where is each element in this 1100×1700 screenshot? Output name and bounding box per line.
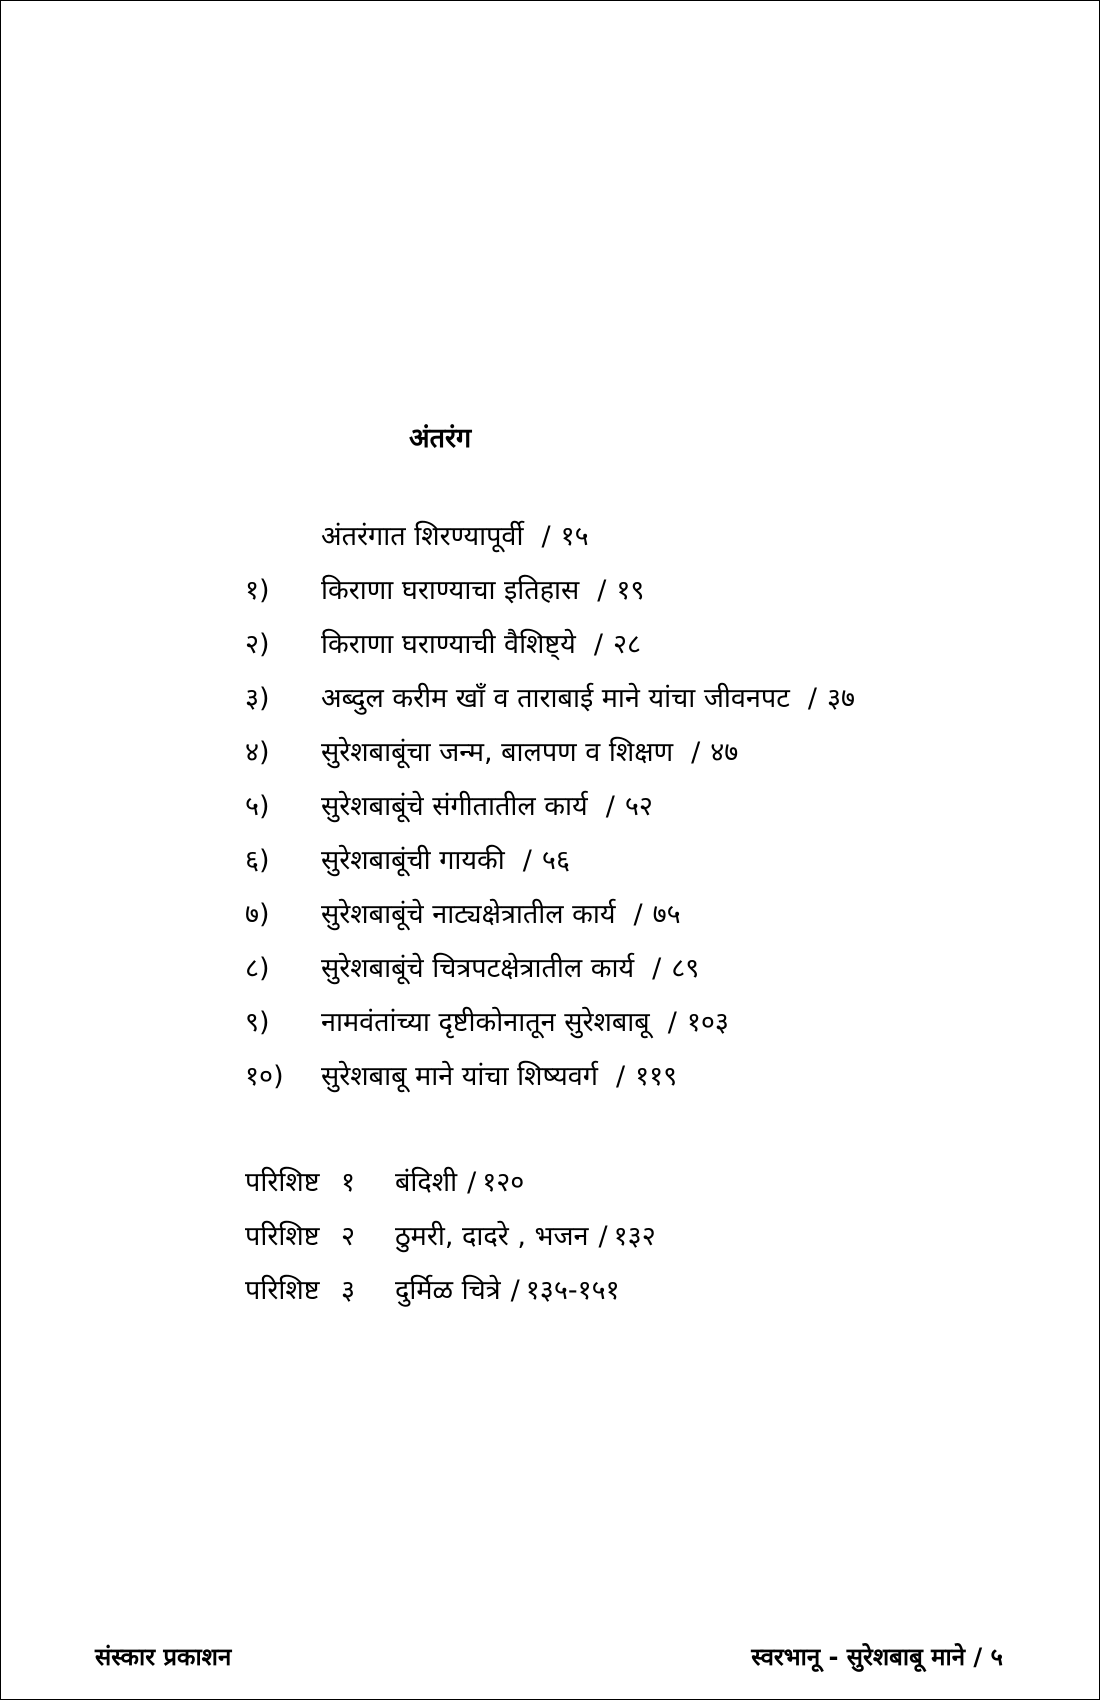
separator: / xyxy=(667,1007,677,1038)
toc-entry-label: सुरेशबाबूंचे चित्रपटक्षेत्रातील कार्य xyxy=(321,953,635,984)
footer-publisher: संस्कार प्रकाशन xyxy=(95,1643,232,1671)
toc-entry-page: ५६ xyxy=(541,845,570,876)
separator: / xyxy=(633,899,643,930)
toc-entry-label: अब्दुल करीम खाँ व ताराबाई माने यांचा जीवनपट xyxy=(321,683,790,714)
separator: / xyxy=(652,953,662,984)
page-title: अंतरंग xyxy=(409,423,472,454)
toc-entry-page: ७५ xyxy=(652,899,681,930)
separator: / xyxy=(605,791,615,822)
toc-entry-label: सुरेशबाबू माने यांचा शिष्यवर्ग xyxy=(321,1061,598,1092)
toc-entry-page: १९ xyxy=(616,575,645,606)
toc-entry-page: ५२ xyxy=(624,791,653,822)
toc-entry-number: २) xyxy=(245,629,270,660)
toc-entry-label: सुरेशबाबूंचा जन्म, बालपण व शिक्षण xyxy=(321,737,674,768)
toc-entry-page: ११९ xyxy=(635,1061,678,1092)
toc-entry-label: किराणा घराण्याचा इतिहास xyxy=(321,575,580,606)
toc-entry-label: सुरेशबाबूंची गायकी xyxy=(321,845,505,876)
separator: / xyxy=(807,683,817,714)
toc-entry-label: सुरेशबाबूंचे संगीतातील कार्य xyxy=(321,791,588,822)
separator: / xyxy=(510,1275,520,1306)
toc-entry-page: ३७ xyxy=(826,683,856,714)
separator: / xyxy=(691,737,701,768)
appendix-number: २ xyxy=(341,1221,356,1252)
toc-entry-number: ७) xyxy=(245,899,270,930)
appendix-number: ३ xyxy=(341,1275,356,1306)
toc-entry-label: किराणा घराण्याची वैशिष्ट्ये xyxy=(321,629,576,660)
toc-entry-number: ३) xyxy=(245,683,270,714)
separator: / xyxy=(522,845,532,876)
separator: / xyxy=(467,1167,477,1198)
toc-entry-label: नामवंतांच्या दृष्टीकोनातून सुरेशबाबू xyxy=(321,1007,650,1038)
separator: / xyxy=(597,575,607,606)
toc-entry-number: ६) xyxy=(245,845,270,876)
appendix-page: १२० xyxy=(482,1167,525,1198)
toc-entry-page: ८९ xyxy=(671,953,700,984)
toc-entry-page: २८ xyxy=(612,629,642,660)
appendix-title: ठुमरी, दादरे , भजन xyxy=(395,1221,589,1252)
toc-entry-number: १) xyxy=(245,575,270,606)
appendix-title: दुर्मिळ चित्रे xyxy=(395,1275,501,1306)
toc-entry-number: ५) xyxy=(245,791,270,822)
toc-entry-number: ८) xyxy=(245,953,270,984)
toc-entry-number: ४) xyxy=(245,737,270,768)
separator: / xyxy=(598,1221,608,1252)
toc-entry-number: १०) xyxy=(245,1061,284,1092)
appendix-label: परिशिष्ट xyxy=(245,1167,320,1198)
appendix-label: परिशिष्ट xyxy=(245,1221,320,1252)
toc-entry-label: अंतरंगात शिरण्यापूर्वी xyxy=(321,521,524,552)
toc-entry-page: १५ xyxy=(560,521,589,552)
toc-entry-page: ४७ xyxy=(710,737,739,768)
appendix-page: १३२ xyxy=(613,1221,656,1252)
separator: / xyxy=(541,521,551,552)
appendix-title: बंदिशी xyxy=(395,1167,458,1198)
appendix-label: परिशिष्ट xyxy=(245,1275,320,1306)
appendix-page: १३५-१५१ xyxy=(525,1275,620,1306)
footer-book-page: स्वरभानू - सुरेशबाबू माने / ५ xyxy=(751,1643,1003,1671)
toc-entry-page: १०३ xyxy=(686,1007,729,1038)
separator: / xyxy=(593,629,603,660)
toc-entry-label: सुरेशबाबूंचे नाट्यक्षेत्रातील कार्य xyxy=(321,899,616,930)
appendix-number: १ xyxy=(341,1167,356,1198)
separator: / xyxy=(615,1061,626,1092)
toc-entry-number: ९) xyxy=(245,1007,270,1038)
